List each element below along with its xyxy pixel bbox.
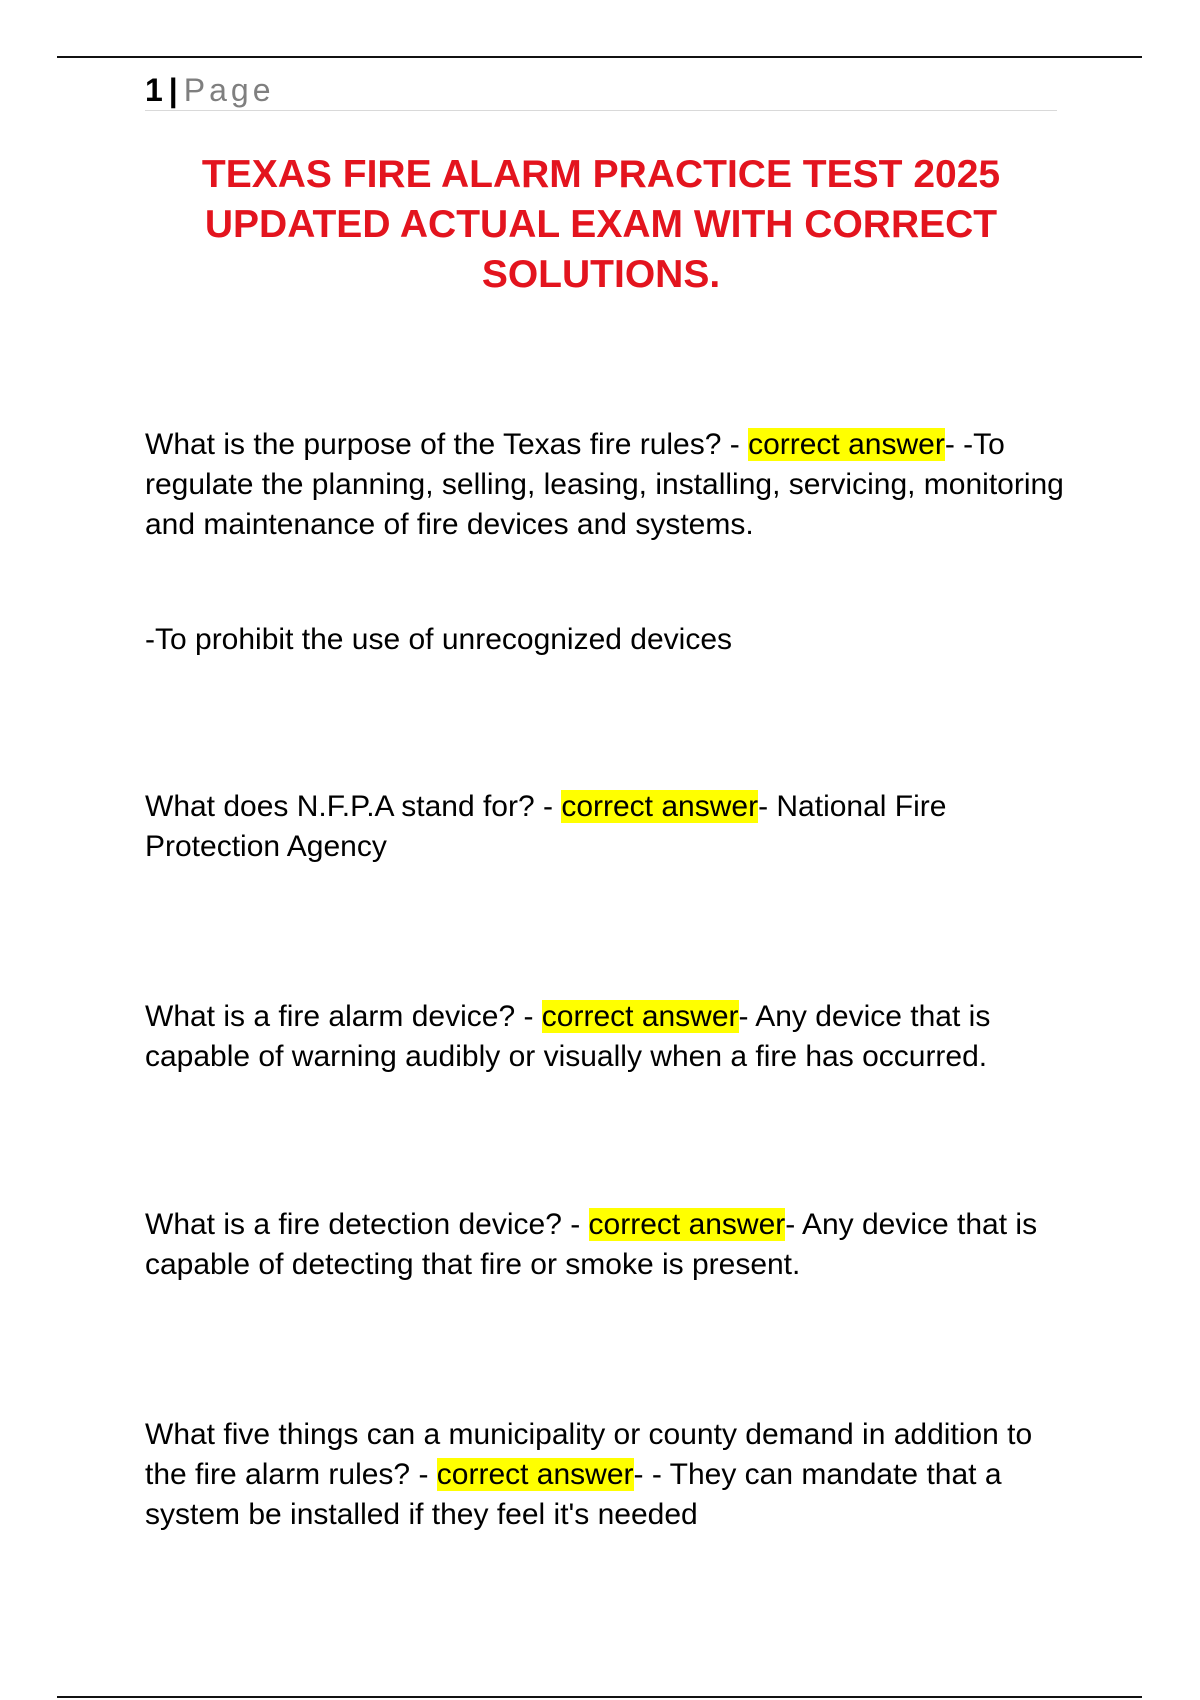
qa-item (145, 997, 1065, 1077)
qa-item (145, 425, 1065, 545)
question-text: What is the purpose of the Texas fire rules? - (145, 428, 749, 461)
bottom-rule (57, 1696, 1142, 1698)
correct-answer-highlight: correct answer (561, 790, 759, 823)
page-number: 1 (145, 72, 163, 108)
correct-answer-highlight: correct answer (541, 1000, 739, 1033)
document-title: TEXAS FIRE ALARM PRACTICE TEST 2025 UPDATED ACTUAL EXAM WITH CORRECT SOLUTIONS. (201, 153, 1001, 296)
question-text: What is a fire detection device? - (145, 1208, 589, 1241)
top-rule (57, 56, 1142, 58)
answer-text: - Any device that is capable of warning audibly or visually when a fire has occurred. (145, 1000, 991, 1073)
qa-item (145, 620, 1065, 660)
answer-text: - National Fire Protection Agency (145, 790, 947, 863)
correct-answer-highlight: correct answer (436, 1458, 634, 1491)
question-text: What does N.F.P.A stand for? - (145, 790, 562, 823)
qa-item (145, 1205, 1065, 1285)
qa-item (145, 787, 1065, 867)
answer-text: -To prohibit the use of unrecognized devices (145, 623, 733, 656)
answer-text: - - They can mandate that a system be installed if they feel it's needed (145, 1458, 1002, 1531)
qa-item (145, 1415, 1065, 1535)
question-text: What is a fire alarm device? - (145, 1000, 542, 1033)
answer-text: - Any device that is capable of detecting that fire or smoke is present. (145, 1208, 1038, 1281)
question-text: What five things can a municipality or county demand in addition to the fire alarm rules? - (145, 1418, 1033, 1491)
page-separator: | (168, 72, 178, 108)
page-header (145, 70, 1057, 111)
correct-answer-highlight: correct answer (588, 1208, 786, 1241)
page-label: Page (183, 72, 275, 108)
answer-text: - -To regulate the planning, selling, leasing, installing, servicing, monitoring and maintenance of fire devices and systems. (145, 428, 1064, 541)
correct-answer-highlight: correct answer (748, 428, 945, 461)
